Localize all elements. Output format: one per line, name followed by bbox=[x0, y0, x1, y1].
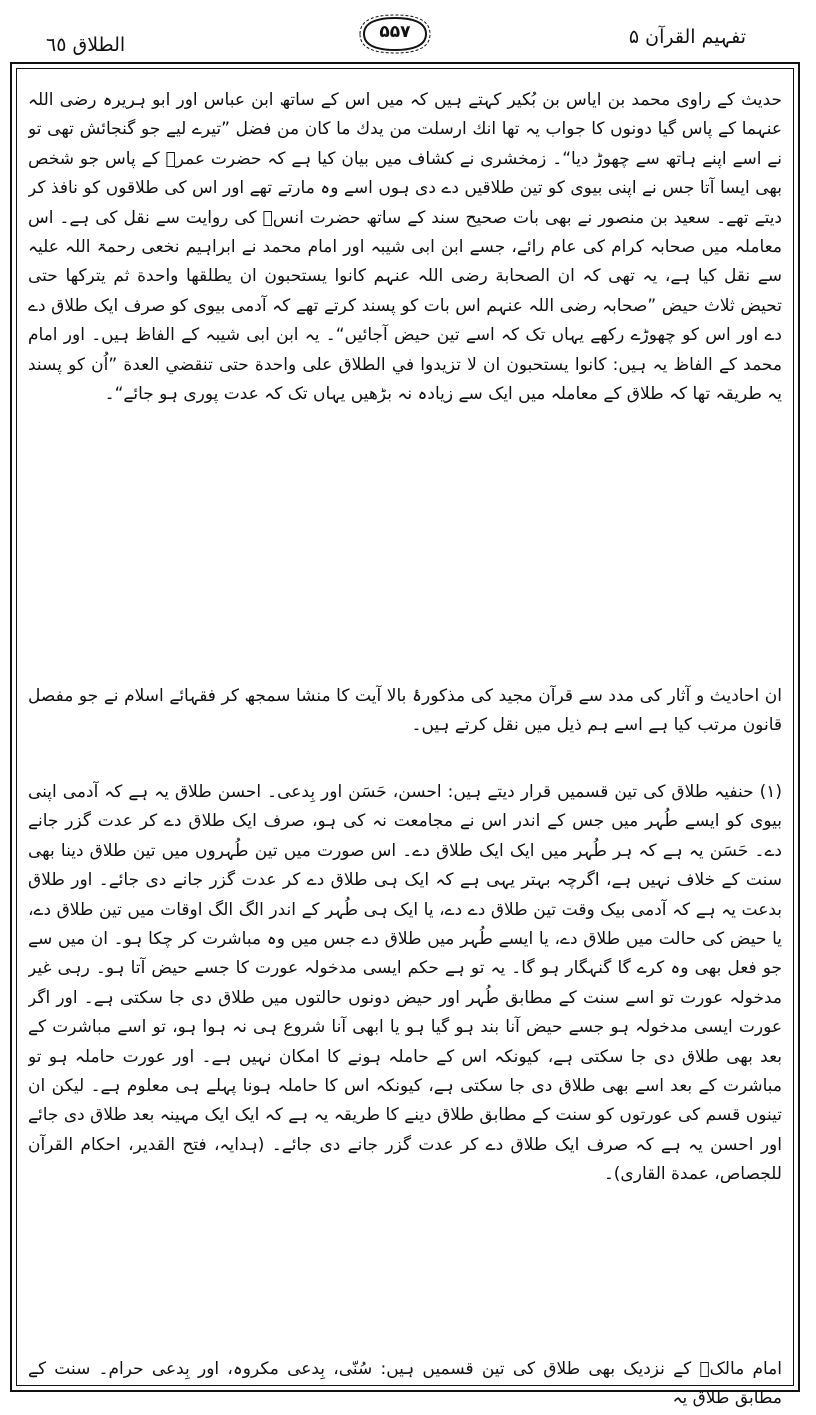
page-number: ۵۵۷ bbox=[379, 22, 411, 42]
page-number-badge bbox=[358, 14, 432, 54]
paragraph-maliki-rules: امام مالکؒ کے نزدیک بھی طلاق کی تین قسمیں ہیں: سُنّی، بِدعی مکروہ، اور بِدعی حرام۔ سنت کے مطابق طلاق یہ bbox=[28, 1359, 782, 1409]
book-title: تفہیم القرآن ۵ bbox=[628, 26, 746, 48]
paragraph-hanafi-rules: (۱) حنفیہ طلاق کی تین قسمیں قرار دیتے ہیں: احسن، حَسَن اور بِدعی۔ احسن طلاق یہ ہے کہ آدمی اپنی بیوی کو ایسے طُہر میں جس کے اندر اس نے مجامعت نہ کی ہو، صرف ایک طلاق دے کر عدت گزر جانے دے۔ حَسَن یہ ہے کہ ہر طُہر میں ایک ایک طلاق دے۔ اس صورت میں تین طُہروں میں تین طلاق دینا بھی سنت کے خلاف نہیں ہے، اگرچہ بہتر یہی ہے کہ ایک ہی طلاق دے کر عدت گزر جانے دی جائے۔ اور طلاق بدعت یہ ہے کہ آدمی بیک وقت تین طلاق دے دے، یا ایک ہی طُہر کے اندر الگ الگ اوقات میں تین طلاق دے، یا حیض کی حالت میں طلاق دے، یا ایسے طُہر میں طلاق دے جس میں وہ مباشرت کر چکا ہو۔ ان میں سے جو فعل بھی وہ کرے گا گنہگار ہو گا۔ یہ تو ہے حکم ایسی مدخولہ عورت کا جسے حیض آتا ہو۔ رہی غیر مدخولہ عورت تو اسے سنت کے مطابق طُہر اور حیض دونوں حالتوں میں طلاق دی جا سکتی ہے۔ اور اگر عورت ایسی مدخولہ ہو جسے حیض آنا بند ہو گیا ہو یا ابھی آنا شروع ہی نہ ہوا ہو، تو اسے مباشرت کے بعد بھی طلاق دی جا سکتی ہے، کیونکہ اس کے حاملہ ہونے کا امکان نہیں ہے۔ اور عورت حاملہ ہو تو مباشرت کے بعد اسے بھی طلاق دی جا سکتی ہے، کیونکہ اس کا حاملہ ہونا پہلے ہی معلوم ہے۔ لیکن ان تینوں قسم کی عورتوں کو سنت کے مطابق طلاق دینے کا طریقہ یہ ہے کہ ایک ایک مہینہ بعد طلاق دی جائے اور احسن یہ ہے کہ صرف ایک طلاق دے کر عدت گزر جانے دی جائے۔ (ہدایہ، فتح القدیر، احکام القرآن للجصاص، عمدة القاری)۔ bbox=[28, 782, 782, 1185]
surah-title: الطلاق ٦٥ bbox=[46, 34, 126, 56]
paragraph-fiqh-intro: ان احادیث و آثار کی مدد سے قرآن مجید کی مذکورۂ بالا آیت کا منشا سمجھ کر فقہائے اسلام نے جو مفصل قانون مرتب کیا ہے اسے ہم ذیل میں نقل کرتے ہیں۔ bbox=[28, 686, 782, 736]
page-header bbox=[0, 0, 816, 64]
paragraph-hadith-narration: حدیث کے راوی محمد بن ایاس بن بُکیر کہتے ہیں کہ میں اس کے ساتھ ابن عباس اور ابو ہریرہ رضی اللہ عنہما کے پاس گیا دونوں کا جواب یہ تھا انك ارسلت من يدك ما كان من فضل ”تیرے لیے جو گنجائش تھی تو نے اسے اپنے ہاتھ سے چھوڑ دیا“۔ زمخشری نے کشاف میں بیان کیا ہے کہ حضرت عمرؓ کے پاس جو شخص بھی ایسا آتا جس نے اپنی بیوی کو تین طلاقیں دے دی ہوں اسے وہ مارتے تھے اور اس کی طلاقوں کو نافذ کر دیتے تھے۔ سعید بن منصور نے بھی بات صحیح سند کے ساتھ حضرت انسؓ کی روایت سے نقل کی ہے۔ اس معاملہ میں صحابہ کرام کی عام رائے، جسے ابن ابی شیبہ اور امام محمد نے ابراہیم نخعی رحمۃ اللہ علیہ سے نقل کیا ہے، یہ تھی کہ ان الصحابة رضی اللہ عنہم كانوا يستحبون ان يطلقها واحدة ثم يتركها حتى تحيض ثلاث حيض ”صحابہ رضی اللہ عنہم اس بات کو پسند کرتے تھے کہ آدمی بیوی کو صرف ایک طلاق دے دے اور اس کو چھوڑے رکھے یہاں تک کہ اسے تین حیض آجائیں“۔ یہ ابن ابی شیبہ کے الفاظ ہیں۔ اور امام محمد کے الفاظ یہ ہیں: كانوا يستحبون ان لا تزيدوا في الطلاق على واحدة حتى تنقضي العدة ”اُن کو پسند یہ طریقہ تھا کہ طلاق کے معاملہ میں ایک سے زیادہ نہ بڑھیں یہاں تک کہ عدت پوری ہو جائے“۔ bbox=[28, 90, 782, 405]
page-content bbox=[28, 86, 782, 1415]
